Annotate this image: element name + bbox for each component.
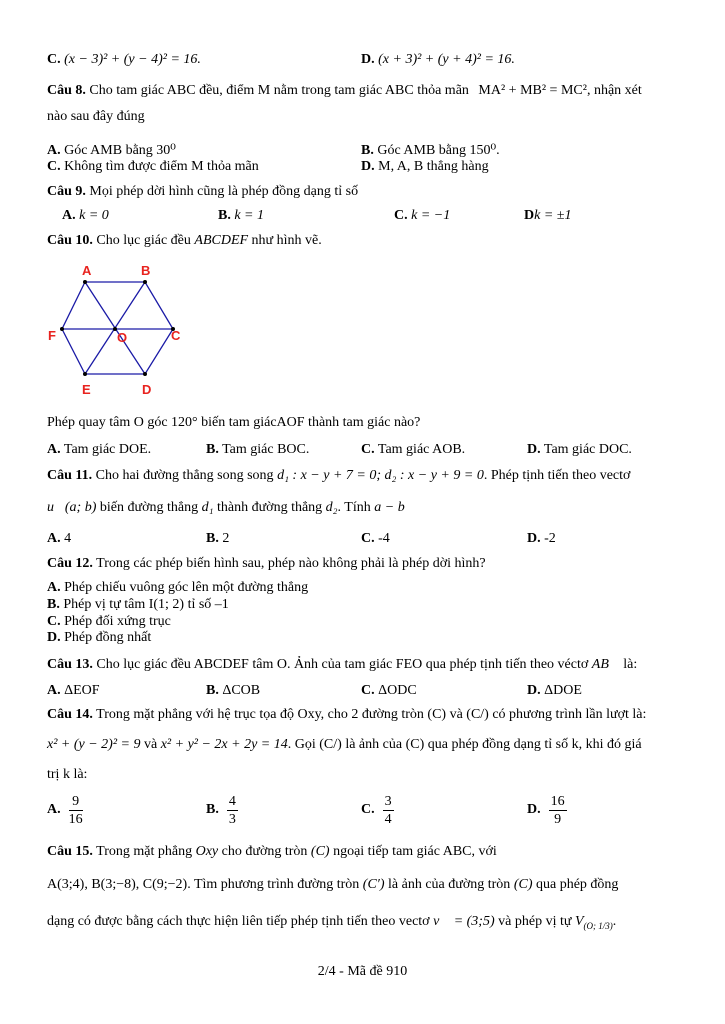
q9-option-c: C. k = −1 bbox=[394, 208, 451, 223]
q11-stem-cont: u⃗(a; b) biến đường thẳng d₁ thành đường thẳng d₂. Tính a − b bbox=[47, 500, 405, 515]
q14-stem-cont: x² + (y − 2)² = 9 và x² + y² − 2x + 2y = 14. Gọi (C/) là ảnh của (C) qua phép đồng dạng tỉ số k, khi đó giá bbox=[47, 737, 642, 752]
q7-option-c: C. (x − 3)² + (y − 4)² = 16. bbox=[47, 52, 201, 67]
fraction-9-16: $\frac{9}{16}$ bbox=[68, 793, 83, 827]
q9-option-b: B. k = 1 bbox=[218, 208, 265, 223]
q7-option-d: D. (x + 3)² + (y + 4)² = 16. bbox=[361, 52, 515, 67]
hexagon-outline bbox=[62, 282, 173, 374]
vertex-e-dot bbox=[83, 372, 87, 376]
q10-option-d: D. Tam giác DOC. bbox=[527, 442, 632, 457]
vertex-f-dot bbox=[60, 327, 64, 331]
q14-stem-cont2: trị k là: bbox=[47, 767, 88, 782]
q9-option-a: A. k = 0 bbox=[62, 208, 109, 223]
q12-option-d: D. Phép đồng nhất bbox=[47, 630, 152, 645]
q8-stem-cont: nào sau đây đúng bbox=[47, 109, 145, 124]
q13-option-c: C. ΔODC bbox=[361, 683, 417, 698]
q8-option-b: B. Góc AMB bằng 150⁰. bbox=[361, 143, 500, 158]
vertex-a-label: A bbox=[82, 263, 92, 278]
center-o-label: O bbox=[117, 330, 128, 345]
q14-option-b: B. $\frac{4}{3}$ bbox=[206, 793, 236, 827]
q11-option-a: A. 4 bbox=[47, 531, 72, 546]
q9-option-d: Dk = ±1 bbox=[524, 208, 572, 223]
q11-stem: Câu 11. Cho hai đường thẳng song song d₁ : x − y + 7 = 0; d₂ : x − y + 9 = 0. Phép tịnh tiến theo vectơ bbox=[47, 468, 631, 483]
q14-option-d: D. $\frac{16}{9}$ bbox=[527, 793, 565, 827]
q10-option-a: A. Tam giác DOE. bbox=[47, 442, 152, 457]
q15-stem-cont2: dạng có được bằng cách thực hiện liên tiếp phép tịnh tiến theo vectơ v⃗ = (3;5) và phép vị tự $V_{(O; 1/3)}$. bbox=[47, 914, 617, 931]
q13-option-b: B. ΔCOB bbox=[206, 683, 261, 698]
vertex-a-dot bbox=[83, 280, 87, 284]
q8-stem: Câu 8. Cho tam giác ABC đều, điểm M nằm trong tam giác ABC thỏa mãn MA² + MB² = MC², nhận xét bbox=[47, 83, 642, 98]
page-footer: 2/4 - Mã đề 910 bbox=[317, 964, 408, 979]
q8-option-c: C. Không tìm được điểm M thỏa mãn bbox=[47, 159, 259, 174]
q10-question: Phép quay tâm O góc 120° biến tam giácAOF thành tam giác nào? bbox=[47, 415, 421, 430]
q11-option-d: D. -2 bbox=[527, 531, 556, 546]
fraction-16-9: $\frac{16}{9}$ bbox=[550, 793, 565, 827]
q10-option-c: C. Tam giác AOB. bbox=[361, 442, 466, 457]
vertex-b-dot bbox=[143, 280, 147, 284]
q12-stem: Câu 12. Trong các phép biến hình sau, phép nào không phải là phép dời hình? bbox=[47, 556, 486, 571]
vertex-c-label: C bbox=[171, 328, 181, 343]
q10-option-b: B. Tam giác BOC. bbox=[206, 442, 310, 457]
q14-stem: Câu 14. Trong mặt phẳng với hệ trục tọa độ Oxy, cho 2 đường tròn (C) và (C/) có phương trình lần lượt là: bbox=[47, 707, 647, 722]
vertex-f-label: F bbox=[48, 328, 56, 343]
hexagon-figure bbox=[45, 262, 195, 402]
q12-option-b: B. Phép vị tự tâm I(1; 2) tỉ số –1 bbox=[47, 597, 229, 612]
q15-stem: Câu 15. Trong mặt phẳng Oxy cho đường tròn (C) ngoại tiếp tam giác ABC, với bbox=[47, 844, 497, 859]
fraction-4-3: $\frac{4}{3}$ bbox=[228, 793, 236, 827]
q10-stem: Câu 10. Cho lục giác đều ABCDEF như hình vẽ. bbox=[47, 233, 322, 248]
vertex-d-dot bbox=[143, 372, 147, 376]
q13-option-d: D. ΔDOE bbox=[527, 683, 582, 698]
q8-option-d: D. M, A, B thẳng hàng bbox=[361, 159, 489, 174]
vertex-d-label: D bbox=[142, 382, 152, 397]
q8-option-a: A. Góc AMB bằng 30⁰ bbox=[47, 143, 176, 158]
q13-stem: Câu 13. Cho lục giác đều ABCDEF tâm O. Ảnh của tam giác FEO qua phép tịnh tiến theo véctơ AB⃗ là: bbox=[47, 657, 638, 672]
q12-option-a: A. Phép chiếu vuông góc lên một đường thẳng bbox=[47, 580, 309, 595]
fraction-3-4: $\frac{3}{4}$ bbox=[384, 793, 392, 827]
hexagon-lines bbox=[62, 282, 173, 374]
q14-option-c: C. $\frac{3}{4}$ bbox=[361, 793, 392, 827]
q9-stem: Câu 9. Mọi phép dời hình cũng là phép đồng dạng tỉ số bbox=[47, 184, 359, 199]
vertex-e-label: E bbox=[82, 382, 91, 397]
q11-option-b: B. 2 bbox=[206, 531, 230, 546]
q15-stem-cont: A(3;4), B(3;−8), C(9;−2). Tìm phương trình đường tròn (C′) là ảnh của đường tròn (C) qua phép đồng bbox=[47, 877, 619, 892]
q11-option-c: C. -4 bbox=[361, 531, 390, 546]
q13-option-a: A. ΔEOF bbox=[47, 683, 100, 698]
q14-option-a: A. $\frac{9}{16}$ bbox=[47, 793, 83, 827]
q12-option-c: C. Phép đối xứng trục bbox=[47, 614, 171, 629]
vertex-b-label: B bbox=[141, 263, 151, 278]
